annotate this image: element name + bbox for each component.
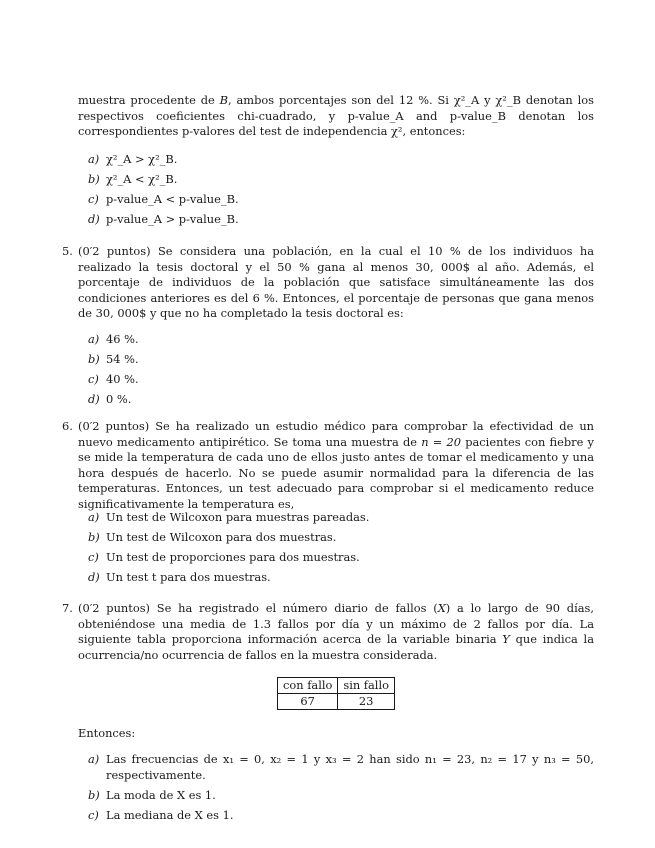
option-label: a) [88,152,100,166]
q4-option-c[interactable] [88,192,594,212]
option-text: La mediana de X es 1. [106,808,234,823]
question-7 [62,601,594,663]
var-b: B [219,93,228,107]
option-label: d) [88,392,100,406]
var-x: X [437,601,446,615]
q5-option-c[interactable] [88,372,594,392]
q4-text-7: , entonces: [402,124,466,139]
option-text: 40 %. [106,372,139,386]
chi: χ² [391,124,403,139]
option-label: b) [88,530,100,544]
option-text: Un test de Wilcoxon para muestras pareadas. [106,510,370,524]
q6-text-2: pacientes con fiebre y se mide la temperatura de cada uno de ellos justo antes de tomar el medicamento y una hora después de hacerlo. No se puede asumir normalidad para la diferencia de las temperaturas. Entonces, un test adecuado para comprobar si el medicamento reduce significativamente la temperatura es, [78,434,594,511]
q5-option-d[interactable] [88,392,594,412]
q4-text-3: y [479,93,496,107]
option-text: Un test de Wilcoxon para dos muestras. [106,530,337,544]
option-label: d) [88,212,100,226]
option-text: p-value_A > p-value_B. [106,212,239,226]
q7-text-2: ) a lo largo de 90 días, obteniéndose una media de 1.3 fallos por día y un máximo de 2 fallos por día. La siguiente tabla proporciona información acerca de la variable binaria [78,601,594,647]
table-header: con fallo [278,678,338,694]
table-header: sin fallo [338,678,395,694]
option-label: c) [88,808,99,823]
option-text: χ²_A < χ²_B. [106,172,178,186]
question-number: 5. [62,244,73,258]
q4-text-2: , ambos porcentajes son del 12 %. Si [227,93,454,107]
q6-option-b[interactable] [88,530,594,550]
q5-option-a[interactable] [88,332,594,352]
chi-a: χ²_A [453,93,480,107]
option-text: p-value_A < p-value_B. [106,192,239,206]
table-header-row [278,678,395,694]
question-5 [62,244,594,322]
q7-option-c[interactable] [88,808,594,828]
q6-text-1: (0′2 puntos) Se ha realizado un estudio médico para comprobar la efectividad de un nuevo medicamento antipirético. Se toma una muestra de [78,419,594,449]
var-y: Y [502,632,510,647]
q4-text-1: muestra procedente de [78,93,220,107]
option-label: a) [88,510,100,524]
option-label: b) [88,788,100,803]
q7-options [88,752,594,828]
q4-text-4: denotan los respectivos coeficientes chi-cuadrado, y [78,93,594,123]
q4-option-a[interactable] [88,152,594,172]
pval-a: p-value_A [347,108,404,123]
option-label: c) [88,550,99,564]
option-label: b) [88,352,100,366]
q5-option-b[interactable] [88,352,594,372]
option-text: Las frecuencias de x₁ = 0, x₂ = 1 y x₃ = 2 han sido n₁ = 23, n₂ = 17 y n₃ = 50, respectivamente. [106,752,594,782]
option-text: La moda de X es 1. [106,788,216,803]
option-text: Un test t para dos muestras. [106,570,271,584]
table-cell: 23 [338,694,395,710]
failure-table [277,677,395,710]
entonces-label: Entonces: [78,726,136,740]
option-text: 0 %. [106,392,132,406]
question-number: 7. [62,601,73,615]
q7-text-3: que indica la ocurrencia/no ocurrencia de fallos en la muestra considerada. [78,632,594,662]
option-label: c) [88,192,99,206]
option-text: 54 %. [106,352,139,366]
q7-option-a[interactable] [88,752,594,783]
pval-b: p-value_B [449,108,506,123]
option-label: b) [88,172,100,186]
table-row [278,694,395,710]
option-label: a) [88,752,100,766]
sample-size: n = 20 [421,434,462,449]
q4-option-d[interactable] [88,212,594,232]
q5-options [88,332,594,412]
q7-option-b[interactable] [88,788,594,808]
q4-text-6: denotan los correspondientes p-valores del test de independencia [78,108,594,139]
option-label: c) [88,372,99,386]
q7-text-1: (0′2 puntos) Se ha registrado el número diario de fallos ( [78,601,438,615]
question-6 [62,419,594,513]
q6-option-c[interactable] [88,550,594,570]
q4-text-5: and [403,108,450,123]
question-text [78,419,594,513]
option-text: χ²_A > χ²_B. [106,152,178,166]
question-text [78,601,594,663]
option-text: 46 %. [106,332,139,346]
option-text: Un test de proporciones para dos muestras. [106,550,360,564]
question-number: 6. [62,419,73,433]
chi-b: χ²_B [495,93,521,107]
option-label: d) [88,570,100,584]
q6-option-a[interactable] [88,510,594,530]
q4-intro-paragraph [78,93,594,140]
q4-options [88,152,594,232]
option-label: a) [88,332,100,346]
q6-options [88,510,594,590]
q4-option-b[interactable] [88,172,594,192]
q6-option-d[interactable] [88,570,594,590]
table-cell: 67 [278,694,338,710]
question-text: (0′2 puntos) Se considera una población, en la cual el 10 % de los individuos ha realizado la tesis doctoral y el 50 % gana al menos 30, 000$ al año. Además, el porcentaje de individuos de la población que satisface simultáneamente las dos condiciones anteriores es del 6 %. Entonces, el porcentaje de personas que gana menos de 30, 000$ y que no ha completado la tesis doctoral es: [78,244,594,321]
